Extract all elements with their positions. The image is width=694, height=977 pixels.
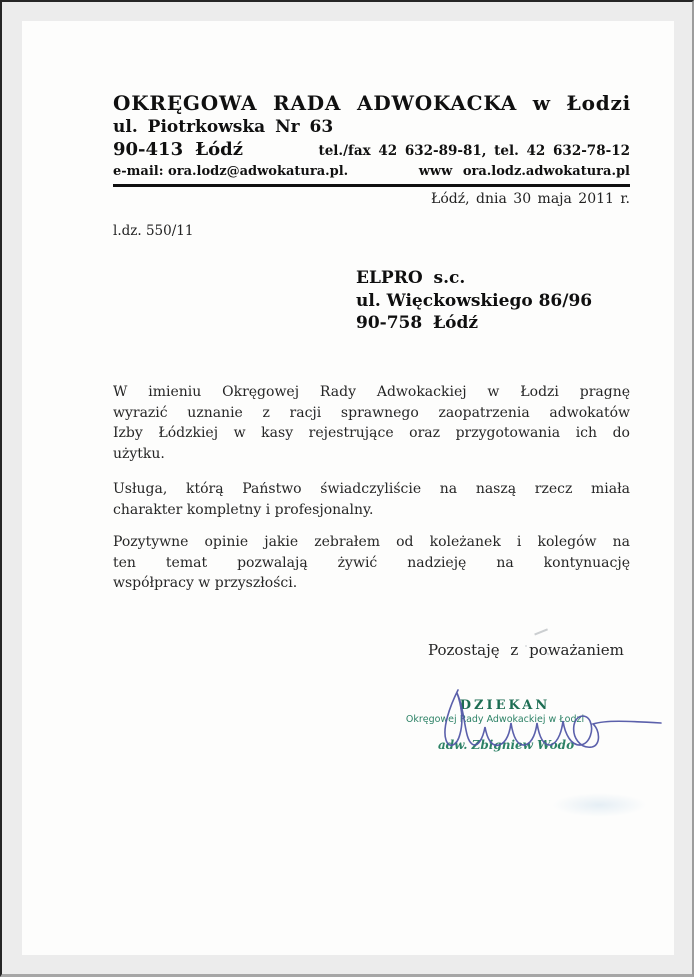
handwritten-signature [430, 680, 675, 780]
stamp-subtitle: Okręgowej Rady Adwokackiej w Łodzi [405, 714, 585, 725]
org-email: e-mail: ora.lodz@adwokatura.pl. [113, 164, 349, 179]
recipient-city: 90-758 Łódź [356, 313, 479, 333]
org-email-www-row [113, 164, 630, 180]
paragraph-line: użytku. [113, 445, 165, 462]
reference-number: l.dz. 550/11 [113, 223, 194, 239]
closing-salutation: Pozostaję z poważaniem [428, 641, 624, 659]
recipient-block [356, 267, 592, 335]
org-website: www ora.lodz.adwokatura.pl [418, 164, 630, 179]
paragraph-1 [113, 382, 630, 464]
stamp-signer-name: adw. Zbigniew Wodo [438, 738, 575, 752]
org-street: ul. Piotrkowska Nr 63 [113, 117, 334, 137]
scan-artifact [525, 645, 527, 647]
org-postal-city: 90-413 Łódź [113, 139, 243, 160]
recipient-name: ELPRO s.c. [356, 268, 466, 288]
paragraph-line: współpracy w przyszłości. [113, 575, 298, 591]
signature-area [405, 680, 675, 780]
paragraph-line: Usługa, którą Państwo świadczyliście na naszą rzecz miała [113, 481, 630, 497]
ink-bleed-artifact [552, 793, 647, 817]
date-line: Łódź, dnia 30 maja 2011 r. [431, 191, 630, 207]
paragraph-line: wyrazić uznanie z racji sprawnego zaopatrzenia adwokatów [113, 404, 630, 421]
letterhead-rule [113, 184, 630, 187]
paragraph-line: Izby Łódzkiej w kasy rejestrujące oraz przygotowania ich do [113, 425, 630, 441]
paragraph-3 [113, 532, 630, 594]
paragraph-2 [113, 479, 630, 520]
paragraph-line: ten temat pozwalają żywić nadzieję na kontynuację [113, 554, 630, 571]
paragraph-line: Pozytywne opinie jakie zebrałem od koleżanek i kolegów na [113, 534, 630, 550]
org-postal-phone-row [113, 139, 630, 162]
letter-page [22, 21, 674, 955]
recipient-street: ul. Więckowskiego 86/96 [356, 290, 593, 311]
org-name: OKRĘGOWA RADA ADWOKACKA w Łodzi [113, 91, 632, 115]
letterhead [113, 91, 630, 187]
paragraph-line: W imieniu Okręgowej Rady Adwokackiej w Łodzi pragnę [113, 384, 630, 400]
org-phone-line: tel./fax 42 632-89-81, tel. 42 632-78-12 [318, 143, 630, 159]
stamp-title: DZIEKAN [459, 698, 551, 713]
paragraph-line: charakter kompletny i profesjonalny. [113, 501, 374, 518]
